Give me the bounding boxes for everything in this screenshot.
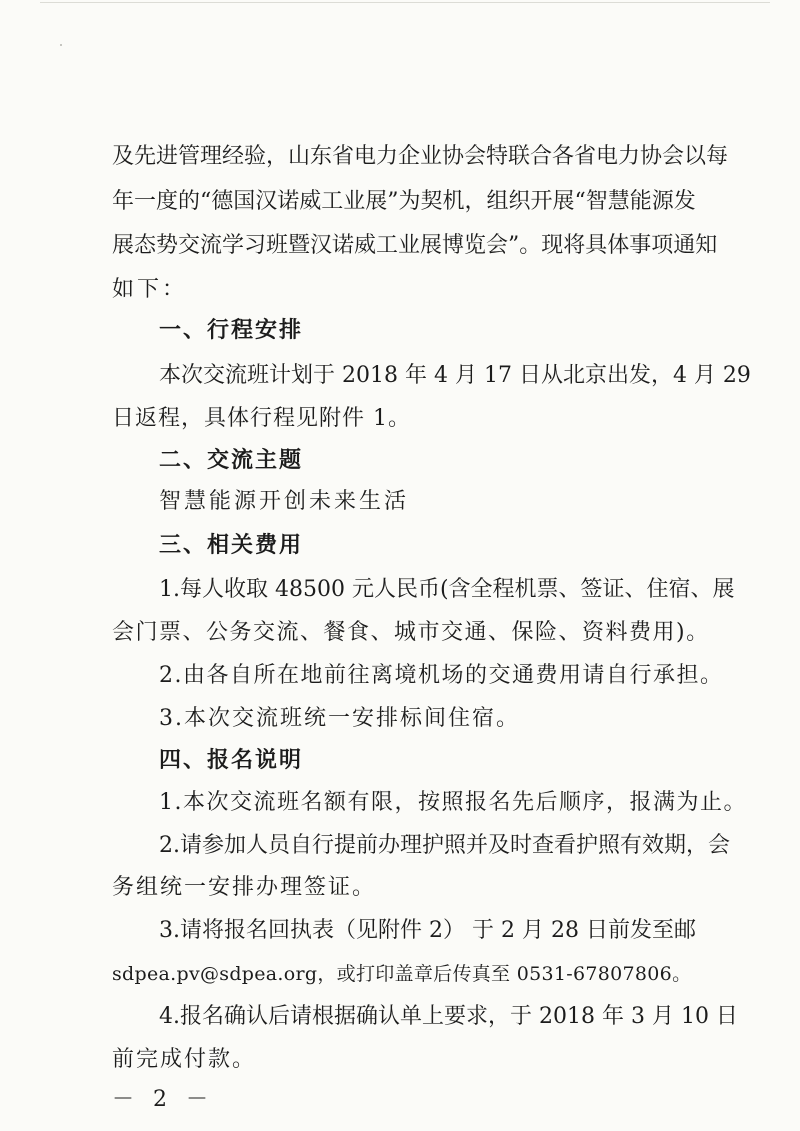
body-text-line: 本次交流班计划于 2018 年 4 月 17 日从北京出发，4 月 29 xyxy=(159,363,751,388)
body-text-line: 前完成付款。 xyxy=(112,1047,257,1072)
body-text-line: 智慧能源开创未来生活 xyxy=(159,489,410,514)
body-text-line: 及先进管理经验，山东省电力企业协会特联合各省电力协会以每 xyxy=(112,144,729,169)
body-text-line: 日返程，具体行程见附件 1。 xyxy=(112,406,411,431)
body-text-line: 3.请将报名回执表（见附件 2） 于 2 月 28 日前发至邮 xyxy=(159,918,696,943)
scan-speck xyxy=(60,44,62,46)
body-text-line: 2.由各自所在地前往离境机场的交通费用请自行承担。 xyxy=(159,663,724,688)
section-heading-fees: 三、相关费用 xyxy=(159,533,304,558)
body-text-line: 1.本次交流班名额有限，按照报名先后顺序，报满为止。 xyxy=(159,790,747,815)
email-fax-line: sdpea.pv@sdpea.org，或打印盖章后传真至 0531-67807806。 xyxy=(112,963,692,985)
body-text-line: 展态势交流学习班暨汉诺威工业展博览会”。现将具体事项通知 xyxy=(112,233,718,258)
scan-edge-line xyxy=(40,2,770,3)
page-number: － 2 － xyxy=(112,1087,214,1112)
section-heading-registration: 四、报名说明 xyxy=(159,748,304,773)
body-text-line: 4.报名确认后请根据确认单上要求，于 2018 年 3 月 10 日 xyxy=(159,1004,738,1029)
body-text-line: 务组统一安排办理签证。 xyxy=(112,875,377,900)
body-text-line: 会门票、公务交流、餐食、城市交通、保险、资料费用)。 xyxy=(112,620,710,645)
body-text-line: 如下： xyxy=(112,277,188,302)
section-heading-theme: 二、交流主题 xyxy=(159,448,304,473)
body-text-line: 1.每人收取 48500 元人民币(含全程机票、签证、住宿、展 xyxy=(159,577,735,602)
body-text-line: 3.本次交流班统一安排标间住宿。 xyxy=(159,706,520,731)
body-text-line: 年一度的“德国汉诺威工业展”为契机，组织开展“智慧能源发 xyxy=(112,189,696,214)
section-heading-itinerary: 一、行程安排 xyxy=(159,318,304,343)
body-text-line: 2.请参加人员自行提前办理护照并及时查看护照有效期，会 xyxy=(159,833,730,858)
